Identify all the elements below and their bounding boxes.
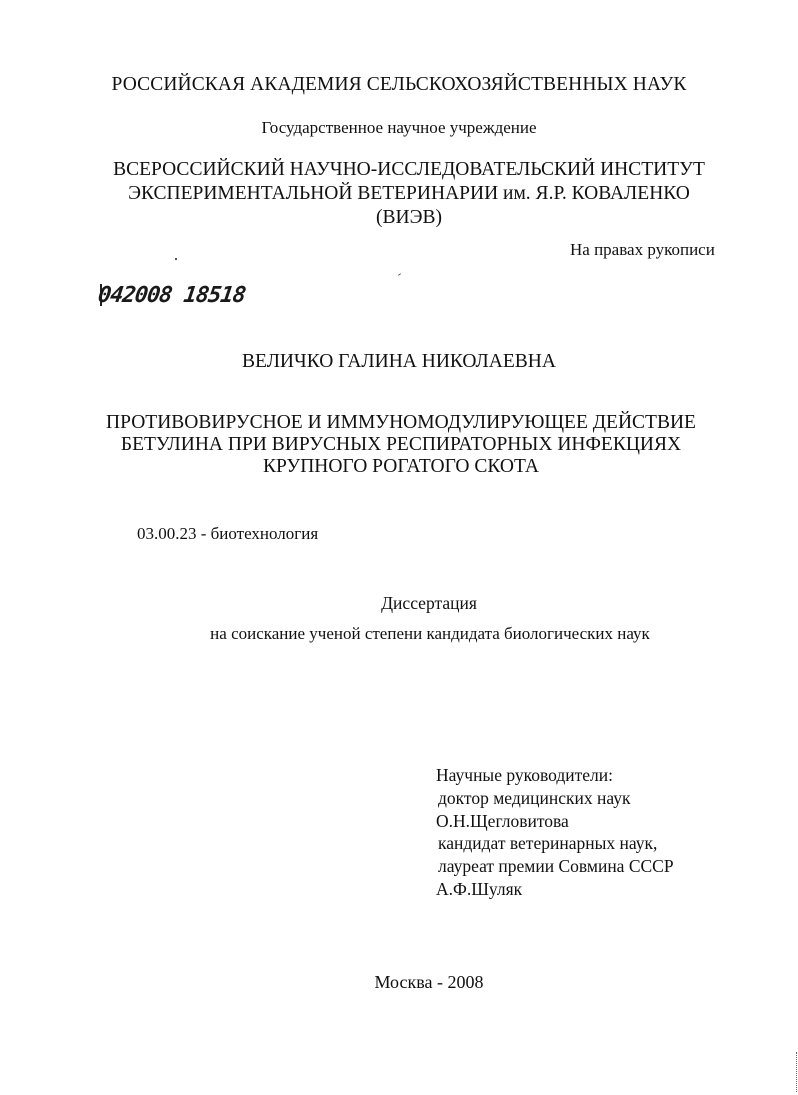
- supervisor-line: А.Ф.Шуляк: [436, 878, 523, 899]
- document-type: Диссертация: [381, 593, 477, 613]
- author-name: ВЕЛИЧКО ГАЛИНА НИКОЛАЕВНА: [242, 351, 556, 372]
- institution-type: Государственное научное учреждение: [261, 118, 537, 137]
- city-and-year: Москва - 2008: [374, 972, 484, 992]
- title-line: ПРОТИВОВИРУСНОЕ И ИММУНОМОДУЛИРУЮЩЕЕ ДЕЙСТВИЕ: [106, 412, 696, 433]
- institute-name: [10, 158, 798, 230]
- institute-line: ЭКСПЕРИМЕНТАЛЬНОЙ ВЕТЕРИНАРИИ им. Я.Р. КОВАЛЕНКО: [128, 183, 690, 204]
- supervisors-block: [436, 764, 674, 901]
- scan-speck: [175, 258, 177, 260]
- library-stamp-number: 042008 18518: [96, 283, 247, 308]
- academy-name: РОССИЙСКАЯ АКАДЕМИЯ СЕЛЬСКОХОЗЯЙСТВЕННЫХ НАУК: [111, 74, 687, 95]
- supervisor-line: доктор медицинских наук: [438, 787, 631, 808]
- supervisor-line: кандидат ветеринарных наук,: [438, 833, 658, 854]
- degree-statement: на соискание ученой степени кандидата биологических наук: [210, 624, 650, 643]
- institute-abbreviation: (ВИЭВ): [376, 207, 442, 228]
- scan-speck: [398, 273, 401, 276]
- institute-line: ВСЕРОССИЙСКИЙ НАУЧНО-ИССЛЕДОВАТЕЛЬСКИЙ ИНСТИТУТ: [113, 159, 705, 180]
- supervisor-line: О.Н.Щегловитова: [436, 810, 569, 831]
- dissertation-title: [2, 412, 798, 478]
- supervisor-line: лауреат премии Совмина СССР: [438, 856, 674, 877]
- scan-edge-mark: [792, 1052, 797, 1092]
- supervisors-heading: Научные руководители:: [436, 765, 613, 785]
- specialty-code: 03.00.23 - биотехнология: [137, 524, 319, 543]
- manuscript-rights-note: На правах рукописи: [570, 240, 715, 259]
- title-line: КРУПНОГО РОГАТОГО СКОТА: [263, 456, 539, 477]
- title-line: БЕТУЛИНА ПРИ ВИРУСНЫХ РЕСПИРАТОРНЫХ ИНФЕКЦИЯХ: [120, 434, 682, 455]
